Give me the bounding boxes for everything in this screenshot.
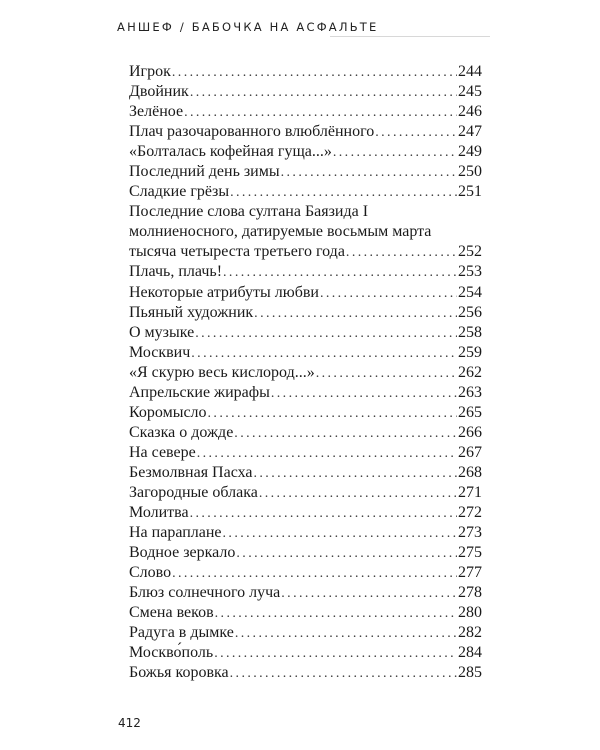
- toc-entry-page: 244: [458, 63, 482, 80]
- dot-leader: [230, 664, 457, 684]
- toc-entry[interactable]: [129, 262, 482, 282]
- dot-leader: [281, 584, 457, 604]
- toc-entry-title: Загородные облака: [129, 483, 258, 501]
- toc-entry-title: Плачь, плачь!: [129, 263, 223, 281]
- toc-multiline-entry[interactable]: [129, 202, 482, 262]
- toc-entry-title: Зелёное: [129, 103, 184, 121]
- toc-entry[interactable]: [129, 663, 482, 683]
- toc-entry-page: 285: [458, 664, 482, 682]
- toc-entry-title: Смена веков: [129, 604, 214, 622]
- toc-entry[interactable]: [129, 643, 482, 663]
- toc-entry[interactable]: [129, 142, 482, 162]
- toc-entry[interactable]: [129, 102, 482, 122]
- toc-entry[interactable]: [129, 503, 482, 523]
- running-header: АНШЕФ / БАБОЧКА НА АСФАЛЬТЕ: [117, 20, 379, 34]
- toc-entry-title: Божья коровка: [129, 664, 229, 682]
- toc-entry-title: Слово: [129, 564, 172, 582]
- toc-entry-title: Сказка о дожде: [129, 423, 234, 441]
- toc-entry-page: 284: [458, 644, 482, 662]
- toc-entry-title: Плач разочарованного влюблённого: [129, 123, 375, 141]
- dot-leader: [320, 284, 457, 304]
- dot-leader: [230, 183, 457, 203]
- toc-entry-title: Последний день зимы: [129, 163, 280, 181]
- toc-entry-page: 258: [458, 323, 482, 341]
- dot-leader: [172, 63, 457, 83]
- toc-entry[interactable]: [129, 423, 482, 443]
- toc-entry-title: Апрельские жирафы: [129, 383, 270, 401]
- toc-entry-page: 251: [458, 183, 482, 201]
- toc-entry[interactable]: [129, 82, 482, 102]
- toc-entry-page: 275: [458, 544, 482, 562]
- toc-entry[interactable]: [129, 162, 482, 182]
- dot-leader: [259, 484, 457, 504]
- toc-entry-page: 280: [458, 604, 482, 622]
- dot-leader: [375, 123, 457, 143]
- toc-entry-page: 253: [458, 263, 482, 281]
- toc-entry-page: 250: [458, 163, 482, 181]
- toc-entry-page: 272: [458, 504, 482, 522]
- toc-entry-title: Сладкие грёзы: [129, 183, 230, 201]
- toc-entry-page: 252: [458, 243, 482, 261]
- toc-entry-title: Пьяный художник: [129, 303, 254, 321]
- toc-entry-page: 259: [458, 343, 482, 361]
- dot-leader: [271, 384, 457, 404]
- toc-entry-page: 282: [458, 624, 482, 642]
- toc-entry-title: Коромысло: [129, 403, 207, 421]
- toc-entry-title-line: Последние слова султана Баязида I: [129, 203, 369, 221]
- dot-leader: [223, 524, 457, 544]
- dot-leader: [316, 364, 457, 384]
- toc-entry-title: Безмолвная Пасха: [129, 463, 253, 481]
- dot-leader: [281, 163, 457, 183]
- toc-entry[interactable]: [129, 403, 482, 423]
- toc-entry-title: Двойник: [129, 83, 189, 101]
- toc-entry-title: Молитва: [129, 504, 189, 522]
- dot-leader: [333, 143, 457, 163]
- toc-entry[interactable]: [129, 443, 482, 463]
- dot-leader: [346, 243, 457, 263]
- dot-leader: [195, 324, 457, 344]
- toc-entry[interactable]: [129, 463, 482, 483]
- dot-leader: [184, 103, 457, 123]
- toc-entry-page: 254: [458, 283, 482, 301]
- dot-leader: [223, 263, 457, 283]
- dot-leader: [254, 304, 457, 324]
- toc-entry-page: 267: [458, 443, 482, 461]
- toc-entry[interactable]: [129, 303, 482, 323]
- toc-entry[interactable]: [129, 283, 482, 303]
- toc-entry[interactable]: [129, 182, 482, 202]
- toc-entry[interactable]: [129, 363, 482, 383]
- dot-leader: [254, 464, 458, 484]
- dot-leader: [191, 344, 457, 364]
- toc-entry-page: 256: [458, 303, 482, 321]
- dot-leader: [190, 504, 457, 524]
- toc-entry-title: На параплане: [129, 524, 222, 542]
- toc-entry-title: Радуга в дымке: [129, 624, 234, 642]
- toc-entry[interactable]: [129, 543, 482, 563]
- dot-leader: [234, 424, 457, 444]
- toc-entry[interactable]: [129, 563, 482, 583]
- toc-top-group: [129, 62, 482, 202]
- toc-entry[interactable]: [129, 483, 482, 503]
- dot-leader: [235, 624, 457, 644]
- toc-entry[interactable]: [129, 523, 482, 543]
- toc-entry-page: 278: [458, 584, 482, 602]
- dot-leader: [190, 83, 457, 103]
- toc-entry-title: Москвич: [129, 343, 191, 361]
- toc-entry-title: «Я скурю весь кислород...»: [129, 363, 315, 381]
- toc-entry[interactable]: [129, 383, 482, 403]
- dot-leader: [214, 644, 457, 664]
- toc-entry-page: 245: [458, 83, 482, 101]
- toc-entry[interactable]: [129, 323, 482, 343]
- toc-entry[interactable]: [129, 583, 482, 603]
- toc-entry-title: Москво́поль: [129, 644, 214, 662]
- toc-entry-last-line: [129, 242, 482, 262]
- toc-entry-page: 263: [458, 383, 482, 401]
- toc-entry-title: Блюз солнечного луча: [129, 584, 281, 602]
- toc-entry-title: Игрок: [129, 63, 171, 80]
- toc-entry[interactable]: [129, 122, 482, 142]
- toc-entry-page: 266: [458, 423, 482, 441]
- toc-entry[interactable]: [129, 623, 482, 643]
- table-of-contents: [129, 62, 482, 683]
- toc-entry-title-line: тысяча четыреста третьего года: [129, 243, 345, 261]
- dot-leader: [215, 604, 457, 624]
- dot-leader: [197, 444, 457, 464]
- dot-leader: [208, 404, 457, 424]
- toc-entry[interactable]: [129, 343, 482, 363]
- page-number: 412: [118, 716, 141, 730]
- toc-entry-page: 265: [458, 403, 482, 421]
- header-rule: [330, 36, 490, 37]
- toc-entry-page: 247: [458, 123, 482, 141]
- dot-leader: [172, 564, 457, 584]
- toc-entry-page: 273: [458, 524, 482, 542]
- dot-leader: [236, 544, 457, 564]
- toc-entry-title-line: молниеносного, датируемые восьмым марта: [129, 223, 432, 241]
- toc-entry[interactable]: [129, 62, 482, 82]
- toc-entry-title: «Болталась кофейная гуща...»: [129, 143, 332, 161]
- toc-entry-title: Некоторые атрибуты любви: [129, 283, 319, 301]
- toc-entry-page: 262: [458, 363, 482, 381]
- toc-bottom-group: [129, 262, 482, 683]
- toc-entry-page: 246: [458, 103, 482, 121]
- toc-entry-title: Водное зеркало: [129, 544, 236, 562]
- toc-entry-title: На севере: [129, 443, 196, 461]
- toc-entry-page: 249: [458, 143, 482, 161]
- toc-entry-page: 268: [458, 463, 482, 481]
- toc-entry-title: О музыке: [129, 323, 195, 341]
- toc-entry[interactable]: [129, 603, 482, 623]
- toc-entry-page: 277: [458, 564, 482, 582]
- toc-entry-page: 271: [458, 483, 482, 501]
